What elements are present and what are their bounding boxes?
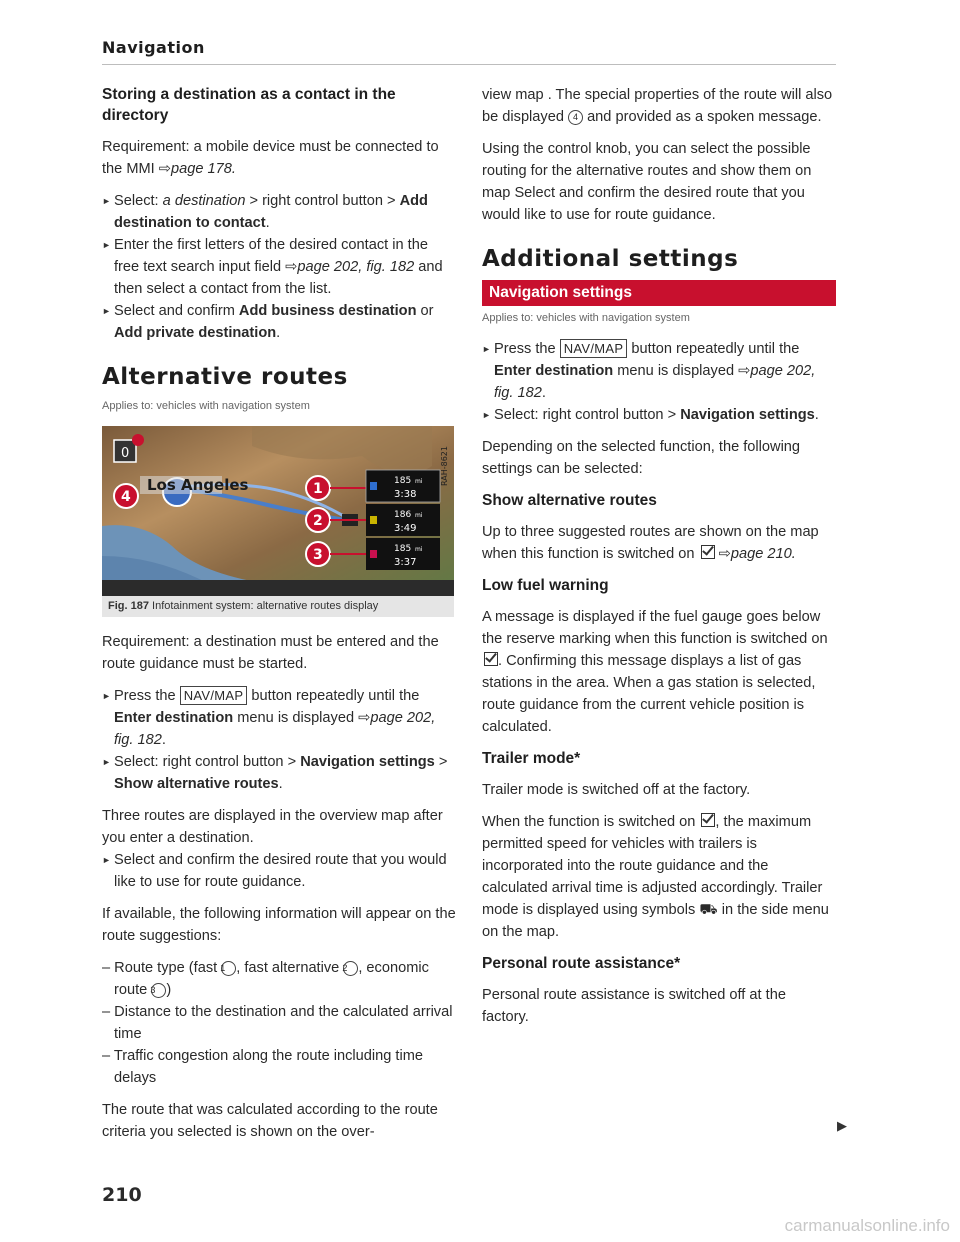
- route-time: 3:37: [394, 557, 417, 568]
- route-time: 3:38: [394, 489, 417, 500]
- alt-step: ► Select and confirm the desired route that you would like to use for route guidance.: [102, 849, 456, 893]
- page-ref[interactable]: ⇨page 210.: [718, 546, 796, 562]
- checkbox-checked-icon: [701, 545, 715, 559]
- route-time: 3:49: [394, 523, 417, 534]
- additional-settings-heading: Additional settings: [482, 246, 739, 272]
- list-item: – Route type (fast 1 , fast alternative 2 , economic route 3 ): [102, 960, 429, 998]
- route-unit: mi: [415, 512, 423, 519]
- svg-text:4: 4: [121, 489, 131, 505]
- three-routes-text: Three routes are displayed in the overview map after you enter a destination.: [102, 808, 443, 846]
- nav-steps: [482, 338, 836, 426]
- alt-step: ► Select: right control button > Navigation settings > Show alternative routes.: [102, 751, 456, 795]
- city-label: Los Angeles: [147, 476, 249, 494]
- nav-step: ► Select: right control button > Navigation settings.: [482, 404, 836, 426]
- applies-to-note: Applies to: vehicles with navigation system: [102, 400, 310, 412]
- store-requirement: Requirement: a mobile device must be connected to the MMI ⇨page 178.: [102, 139, 439, 177]
- personal-route-assistance-text: Personal route assistance is switched off at the factory.: [482, 987, 786, 1025]
- route-unit: mi: [415, 546, 423, 553]
- route-unit: mi: [415, 478, 423, 485]
- alternative-routes-heading: Alternative routes: [102, 364, 348, 390]
- left-column: [102, 84, 456, 1153]
- page-ref[interactable]: ⇨page 202, fig. 182: [114, 710, 436, 748]
- list-item: – Distance to the destination and the calculated arrival time: [102, 1004, 453, 1042]
- callout-number: 4: [568, 110, 583, 125]
- depending-text: Depending on the selected function, the following settings can be selected:: [482, 439, 801, 477]
- page-ref[interactable]: ⇨page 202, fig. 182: [494, 363, 816, 401]
- infotainment-map-image: [102, 426, 454, 596]
- route-color-2: [370, 516, 377, 524]
- svg-text:2: 2: [313, 513, 323, 529]
- trailer-mode-text-2: When the function is switched on , the maximum permitted speed for vehicles with trailers is incorporated into the route guidance and the calculated arrival time is adjusted accordingly. Trailer mode is displayed using symbols ⛟ in the side menu on the map.: [482, 814, 829, 940]
- route-distance: 185: [394, 544, 412, 554]
- running-header: [102, 38, 836, 65]
- navigation-settings-bar: Navigation settings: [482, 280, 836, 306]
- store-step: ► Select: a destination > right control button > Add destination to contact.: [102, 190, 456, 234]
- show-alternative-routes-heading: Show alternative routes: [482, 492, 657, 509]
- figure-caption: Fig. 187 Infotainment system: alternative routes display: [102, 596, 454, 617]
- calculated-route-text: The route that was calculated according to the route criteria you selected is shown on the over-: [102, 1102, 438, 1140]
- show-alternative-routes-text: Up to three suggested routes are shown on the map when this function is switched on ⇨page 210.: [482, 524, 819, 562]
- route-distance: 186: [394, 510, 412, 520]
- trailer-mode-heading: Trailer mode*: [482, 750, 581, 767]
- control-knob-text: Using the control knob, you can select the possible routing for the alternative routes and show them on map Select and confirm the desired route that you would like to use for route guidance.: [482, 141, 812, 223]
- figure-187: [102, 426, 454, 617]
- trailer-icon: ⛟: [699, 902, 718, 918]
- nav-step: ► Press the NAV/MAP button repeatedly until the Enter destination menu is displayed ⇨page 202, fig. 182.: [482, 338, 836, 404]
- page-ref[interactable]: ⇨page 202, fig. 182: [285, 259, 415, 275]
- callout-number: 1: [221, 961, 236, 976]
- route-distance: 185: [394, 476, 412, 486]
- watermark: carmanualsonline.info: [784, 1216, 950, 1235]
- route-color-1: [370, 482, 377, 490]
- page-number: 210: [102, 1184, 142, 1206]
- nav-map-key: NAV/MAP: [180, 686, 248, 705]
- low-fuel-warning-text: A message is displayed if the fuel gauge goes below the reserve marking when this function is switched on . Confirming this message displays a list of gas stations in the area. When a gas station is selected, route guidance from the current vehicle position is calculated.: [482, 609, 828, 735]
- continued-text: view map . The special properties of the route will also be displayed 4 and provided as a spoken message.: [482, 87, 833, 125]
- figure-code: RAH-8621: [440, 446, 449, 486]
- alt-requirement: Requirement: a destination must be entered and the route guidance must be started.: [102, 634, 439, 672]
- personal-route-assistance-heading: Personal route assistance*: [482, 955, 681, 972]
- list-item: – Traffic congestion along the route including time delays: [102, 1048, 423, 1086]
- svg-text:0: 0: [121, 446, 130, 461]
- svg-text:1: 1: [313, 481, 323, 497]
- callout-number: 3: [151, 983, 166, 998]
- right-column: [482, 84, 836, 1038]
- continue-arrow-icon: ▶: [837, 1118, 847, 1133]
- route-color-3: [370, 550, 377, 558]
- store-contact-heading: Storing a destination as a contact in the directory: [102, 86, 396, 124]
- nav-map-key: NAV/MAP: [560, 339, 628, 358]
- alt-step: ► Press the NAV/MAP button repeatedly until the Enter destination menu is displayed ⇨page 202, fig. 182.: [102, 685, 456, 751]
- applies-to-note: Applies to: vehicles with navigation system: [482, 312, 690, 324]
- low-fuel-warning-heading: Low fuel warning: [482, 577, 609, 594]
- page-ref[interactable]: ⇨page 178.: [158, 161, 236, 177]
- checkbox-checked-icon: [484, 652, 498, 666]
- svg-text:3: 3: [313, 547, 323, 563]
- callout-number: 2: [343, 961, 358, 976]
- section-title: Navigation: [102, 38, 205, 57]
- if-available-text: If available, the following information will appear on the route suggestions:: [102, 906, 456, 944]
- store-step: ► Select and confirm Add business destination or Add private destination.: [102, 300, 456, 344]
- route-info-list: [102, 957, 456, 1089]
- store-steps: [102, 190, 456, 344]
- trailer-mode-text-1: Trailer mode is switched off at the factory.: [482, 782, 751, 798]
- checkbox-checked-icon: [701, 813, 715, 827]
- store-step: ► Enter the first letters of the desired contact in the free text search input field ⇨page 202, fig. 182 and then select a contact from the list.: [102, 234, 456, 300]
- alt-steps: [102, 685, 456, 795]
